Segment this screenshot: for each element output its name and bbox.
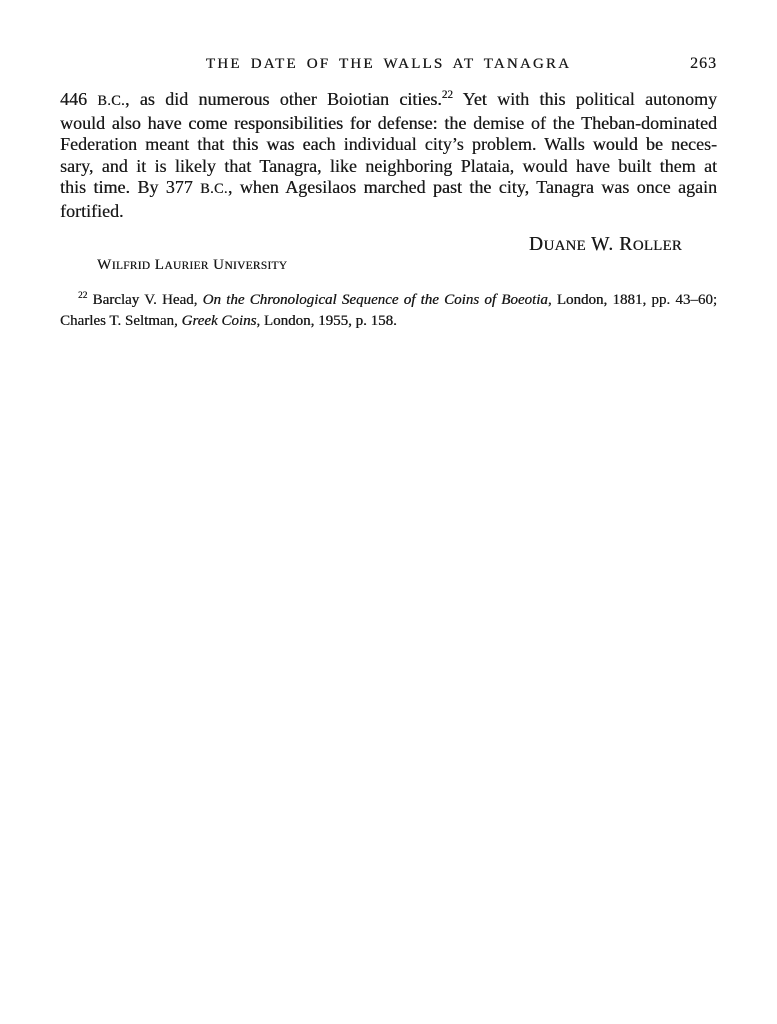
text-run: 446 bbox=[60, 89, 98, 109]
text-run: B.C. bbox=[97, 93, 125, 109]
text-line bbox=[60, 177, 717, 201]
text-run: B.C. bbox=[200, 181, 228, 198]
text-run: this time. By 377 bbox=[60, 177, 201, 198]
text-line bbox=[60, 311, 717, 332]
text-run: Yet with this political autonomy bbox=[452, 89, 717, 109]
text-run: D bbox=[528, 234, 544, 255]
text-run: Federation meant that this was each individual city’s problem. Walls would be neces- bbox=[60, 134, 717, 155]
text-run: L bbox=[150, 257, 165, 273]
footnote-marker: 22 bbox=[441, 89, 453, 101]
footnote-marker: 22 bbox=[78, 291, 88, 301]
text-run: On the Chronological Sequence of the Coins of Boeotia bbox=[202, 292, 548, 308]
page-number: 263 bbox=[690, 55, 717, 72]
text-run: would also have come responsibilities for defense: the demise of the Theban-dominated bbox=[60, 112, 717, 133]
text-run: Barclay V. Head, bbox=[87, 292, 203, 308]
footnote bbox=[60, 290, 717, 332]
text-run: UANE bbox=[543, 238, 586, 254]
text-line bbox=[60, 201, 717, 223]
text-run: OLLER bbox=[632, 238, 682, 254]
text-line bbox=[60, 89, 717, 113]
text-run: , London, 1955, p. 158. bbox=[256, 313, 397, 329]
text-line bbox=[60, 290, 717, 311]
text-line bbox=[60, 113, 717, 135]
text-run: , as did numerous other Boiotian cities. bbox=[125, 89, 442, 109]
text-run: W bbox=[97, 257, 112, 273]
text-run: NIVERSITY bbox=[224, 260, 288, 272]
text-line bbox=[60, 156, 717, 178]
text-run: AURIER bbox=[164, 260, 209, 272]
text-run: Greek Coins bbox=[181, 313, 257, 329]
running-title: THE DATE OF THE WALLS AT TANAGRA bbox=[205, 56, 572, 72]
text-run: ILFRID bbox=[111, 260, 151, 272]
text-run: U bbox=[208, 257, 225, 273]
text-run: , London, 1881, pp. 43–60; bbox=[547, 292, 717, 308]
text-run: sary, and it is likely that Tanagra, like neighboring Plataia, would have built them at bbox=[60, 155, 717, 176]
text-line bbox=[60, 134, 717, 156]
text-run: fortified. bbox=[60, 200, 124, 221]
text-run: , when Agesilaos marched past the city, Tanagra was once again bbox=[227, 177, 717, 198]
body-paragraph bbox=[60, 89, 717, 223]
text-run: Charles T. Seltman, bbox=[60, 313, 182, 329]
page-header bbox=[60, 54, 717, 74]
author-name bbox=[60, 234, 682, 257]
author-affiliation bbox=[97, 256, 287, 275]
text-run: W. R bbox=[585, 234, 633, 255]
